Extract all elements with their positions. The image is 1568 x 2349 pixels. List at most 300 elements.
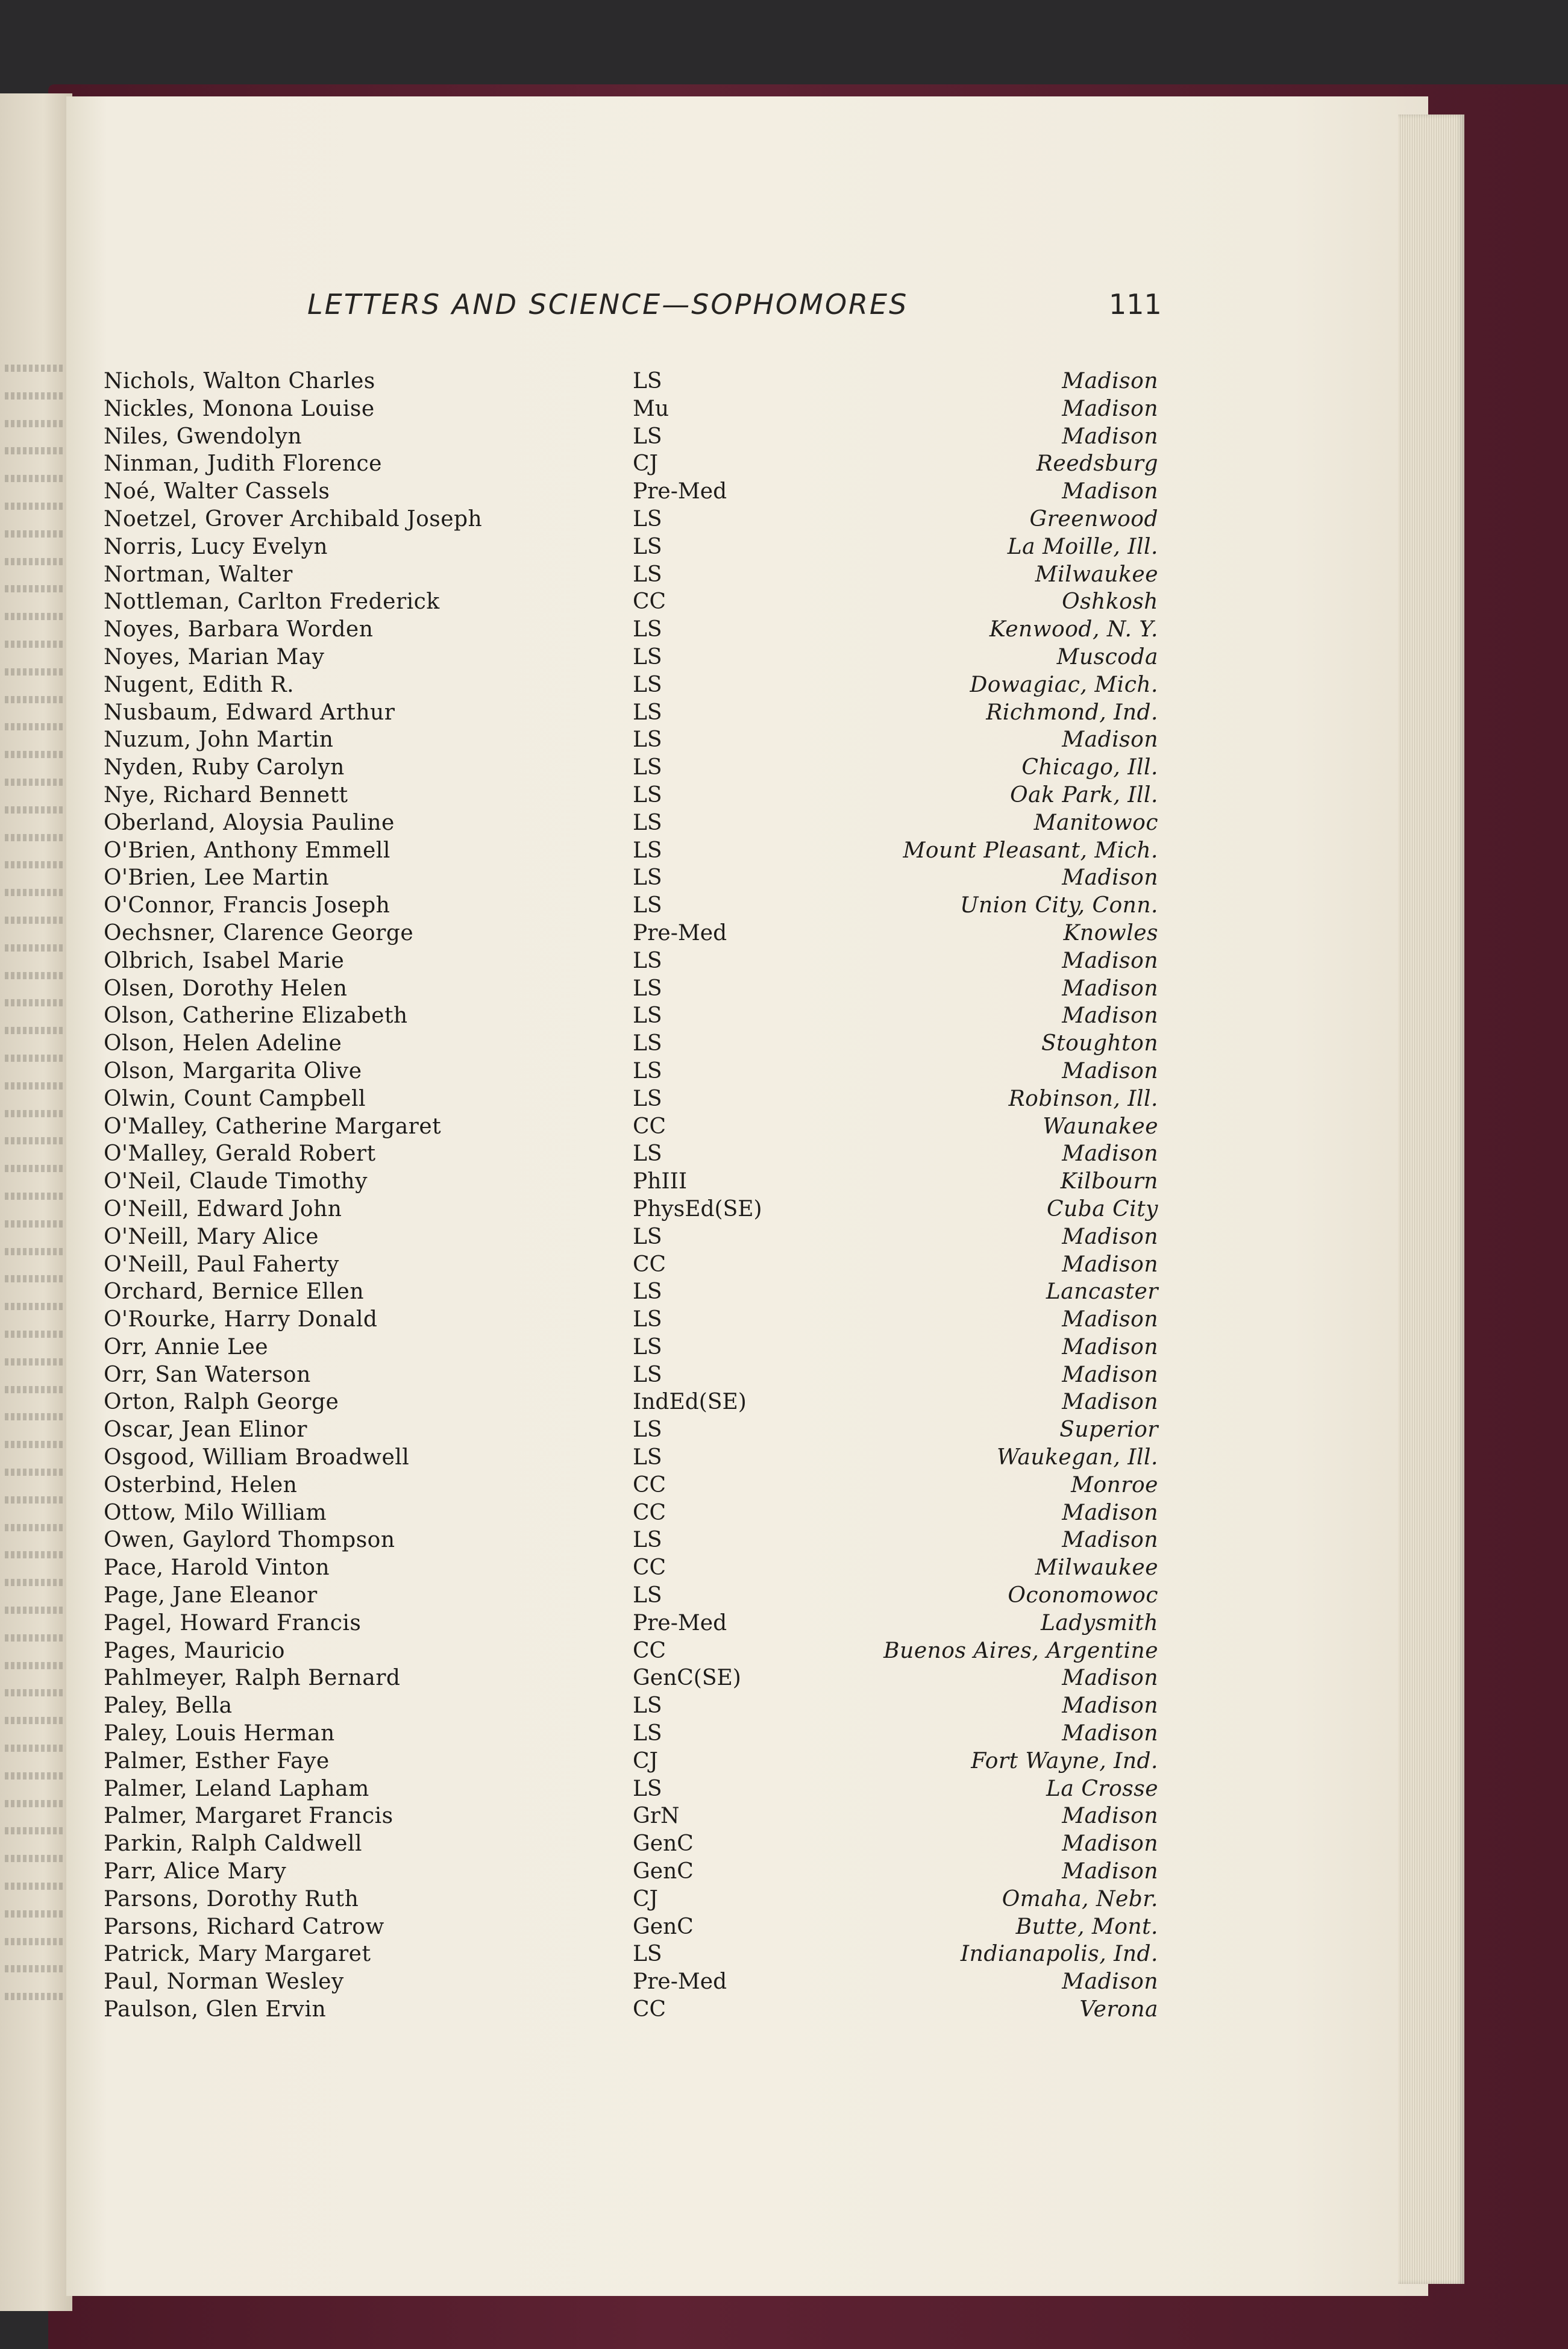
course-code: CC xyxy=(633,589,666,615)
bleed-through-mark xyxy=(5,1082,65,1090)
student-name: O'Neil, Claude Timothy xyxy=(104,1169,368,1194)
bleed-through-mark xyxy=(5,558,65,565)
bleed-through-mark xyxy=(5,861,65,868)
roster-row xyxy=(104,1692,1158,1720)
roster-row xyxy=(104,1030,1158,1058)
hometown: Superior xyxy=(1059,1417,1158,1443)
hometown: Madison xyxy=(1062,1141,1158,1167)
course-code: CC xyxy=(633,1472,666,1498)
roster-row xyxy=(104,1444,1158,1472)
roster-row xyxy=(104,395,1158,423)
course-code: LS xyxy=(633,865,662,891)
course-code: LS xyxy=(633,1528,662,1553)
roster-row xyxy=(104,726,1158,754)
student-name: O'Connor, Francis Joseph xyxy=(104,893,390,918)
roster-row xyxy=(104,1361,1158,1389)
course-code: LS xyxy=(633,644,662,670)
bleed-through-mark xyxy=(5,1772,65,1780)
hometown: Buenos Aires, Argentine xyxy=(883,1638,1158,1663)
course-code: LS xyxy=(633,1031,662,1056)
bleed-through-mark xyxy=(5,1579,65,1586)
bleed-through-mark xyxy=(5,1303,65,1310)
student-name: Noé, Walter Cassels xyxy=(104,479,330,504)
student-name: Paul, Norman Wesley xyxy=(104,1969,344,1995)
course-code: LS xyxy=(633,1058,662,1084)
bleed-through-mark xyxy=(5,1662,65,1669)
course-code: LS xyxy=(633,672,662,697)
bleed-through-mark xyxy=(5,530,65,538)
student-name: Olbrich, Isabel Marie xyxy=(104,948,345,973)
hometown: Madison xyxy=(1062,1500,1158,1525)
roster-row xyxy=(104,1940,1158,1968)
hometown: Cuba City xyxy=(1046,1196,1158,1222)
bleed-through-mark xyxy=(5,1055,65,1062)
student-name: Owen, Gaylord Thompson xyxy=(104,1528,395,1553)
bleed-through-mark xyxy=(5,1137,65,1144)
course-code: PhysEd(SE) xyxy=(633,1196,762,1222)
student-name: Olsen, Dorothy Helen xyxy=(104,976,348,1001)
hometown: Madison xyxy=(1062,727,1158,753)
hometown: Madison xyxy=(1062,948,1158,973)
course-code: LS xyxy=(633,424,662,449)
roster-row xyxy=(104,1610,1158,1637)
roster-row xyxy=(104,1637,1158,1665)
student-name: O'Brien, Anthony Emmell xyxy=(104,838,390,863)
student-name: Parsons, Richard Catrow xyxy=(104,1914,384,1939)
page-header xyxy=(0,288,1568,330)
previous-page-edge xyxy=(0,93,72,2311)
hometown: Madison xyxy=(1062,479,1158,504)
bleed-through-mark xyxy=(5,1965,65,1972)
hometown: Fort Wayne, Ind. xyxy=(971,1748,1158,1774)
bleed-through-mark xyxy=(5,1634,65,1642)
student-name: Noetzel, Grover Archibald Joseph xyxy=(104,506,483,532)
student-name: Pages, Mauricio xyxy=(104,1638,285,1663)
bleed-through-mark xyxy=(5,1275,65,1282)
hometown: Madison xyxy=(1062,1390,1158,1415)
course-code: LS xyxy=(633,976,662,1001)
bleed-through-mark xyxy=(5,1358,65,1366)
course-code: LS xyxy=(633,810,662,835)
student-name: Niles, Gwendolyn xyxy=(104,424,303,449)
bleed-through-mark xyxy=(5,1551,65,1558)
roster-row xyxy=(104,368,1158,395)
roster-row xyxy=(104,616,1158,644)
bleed-through-mark xyxy=(5,779,65,786)
bleed-through-mark xyxy=(5,1827,65,1834)
course-code: LS xyxy=(633,1417,662,1443)
student-name: Olson, Helen Adeline xyxy=(104,1031,342,1056)
course-code: LS xyxy=(633,782,662,808)
student-name: O'Neill, Paul Faherty xyxy=(104,1252,339,1277)
hometown: Muscoda xyxy=(1056,644,1158,670)
course-code: IndEd(SE) xyxy=(633,1390,747,1415)
roster-row xyxy=(104,1085,1158,1113)
bleed-through-mark xyxy=(5,723,65,730)
course-code: CJ xyxy=(633,1748,658,1774)
roster-row xyxy=(104,478,1158,506)
student-name: Nyden, Ruby Carolyn xyxy=(104,755,345,780)
roster-row xyxy=(104,809,1158,837)
roster-row xyxy=(104,1499,1158,1527)
student-roster xyxy=(104,368,1158,2024)
student-name: Nickles, Monona Louise xyxy=(104,396,375,421)
hometown: Madison xyxy=(1062,1969,1158,1995)
hometown: Ladysmith xyxy=(1040,1610,1158,1636)
bleed-through-mark xyxy=(5,1469,65,1476)
roster-row xyxy=(104,1140,1158,1168)
running-title: LETTERS AND SCIENCE—SOPHOMORES xyxy=(307,288,909,321)
student-name: Pahlmeyer, Ralph Bernard xyxy=(104,1666,401,1691)
student-name: Oberland, Aloysia Pauline xyxy=(104,810,395,835)
student-name: Nottleman, Carlton Frederick xyxy=(104,589,440,615)
hometown: Madison xyxy=(1062,424,1158,449)
bleed-through-mark xyxy=(5,392,65,400)
roster-row xyxy=(104,1306,1158,1334)
bleed-through-mark xyxy=(5,1745,65,1752)
roster-row xyxy=(104,1748,1158,1775)
course-code: LS xyxy=(633,1334,662,1360)
student-name: Oechsner, Clarence George xyxy=(104,920,414,946)
course-code: GenC xyxy=(633,1914,694,1939)
course-code: LS xyxy=(633,1445,662,1470)
bleed-through-mark xyxy=(5,1689,65,1696)
course-code: LS xyxy=(633,1693,662,1719)
hometown: Kilbourn xyxy=(1060,1169,1158,1194)
hometown: Oshkosh xyxy=(1062,589,1158,615)
course-code: CC xyxy=(633,1114,666,1139)
hometown: Madison xyxy=(1062,976,1158,1001)
student-name: Nye, Richard Bennett xyxy=(104,782,348,808)
hometown: Lancaster xyxy=(1046,1279,1158,1305)
course-code: CJ xyxy=(633,451,658,477)
hometown: Verona xyxy=(1079,1997,1158,2022)
course-code: LS xyxy=(633,838,662,863)
bleed-through-mark xyxy=(5,641,65,648)
roster-row xyxy=(104,1830,1158,1858)
student-name: O'Neill, Mary Alice xyxy=(104,1224,319,1249)
course-code: Pre-Med xyxy=(633,1610,727,1636)
bleed-through-mark xyxy=(5,1413,65,1420)
student-name: O'Neill, Edward John xyxy=(104,1196,342,1222)
bleed-through-mark xyxy=(5,751,65,758)
roster-row xyxy=(104,1802,1158,1830)
student-name: Palmer, Leland Lapham xyxy=(104,1776,369,1801)
hometown: Milwaukee xyxy=(1035,1555,1158,1581)
course-code: LS xyxy=(633,617,662,642)
hometown: Madison xyxy=(1062,369,1158,394)
page-number: 111 xyxy=(1109,288,1162,321)
student-name: Orchard, Bernice Ellen xyxy=(104,1279,365,1305)
course-code: LS xyxy=(633,727,662,753)
roster-row xyxy=(104,1858,1158,1886)
roster-row xyxy=(104,533,1158,561)
bleed-through-mark xyxy=(5,1027,65,1034)
student-name: Page, Jane Eleanor xyxy=(104,1583,318,1608)
course-code: LS xyxy=(633,893,662,918)
roster-row xyxy=(104,423,1158,451)
student-name: Nuzum, John Martin xyxy=(104,727,334,753)
hometown: Mount Pleasant, Mich. xyxy=(903,838,1158,863)
course-code: CC xyxy=(633,1500,666,1525)
roster-row xyxy=(104,1388,1158,1416)
course-code: CJ xyxy=(633,1886,658,1912)
hometown: Manitowoc xyxy=(1033,810,1158,835)
roster-row xyxy=(104,1251,1158,1279)
bleed-through-mark xyxy=(5,1800,65,1807)
roster-row xyxy=(104,1196,1158,1223)
course-code: CC xyxy=(633,1555,666,1581)
course-code: LS xyxy=(633,1307,662,1332)
bleed-through-mark xyxy=(5,613,65,620)
bleed-through-mark xyxy=(5,834,65,841)
student-name: O'Brien, Lee Martin xyxy=(104,865,330,891)
hometown: Stoughton xyxy=(1041,1031,1158,1056)
course-code: LS xyxy=(633,562,662,587)
hometown: Madison xyxy=(1062,1003,1158,1029)
roster-row xyxy=(104,1968,1158,1996)
hometown: Dowagiac, Mich. xyxy=(970,672,1158,697)
roster-row xyxy=(104,1526,1158,1554)
student-name: Parr, Alice Mary xyxy=(104,1859,287,1884)
bleed-through-mark xyxy=(5,1110,65,1117)
bleed-through-mark xyxy=(5,889,65,896)
student-name: Patrick, Mary Margaret xyxy=(104,1942,371,1967)
roster-row xyxy=(104,837,1158,865)
roster-row xyxy=(104,920,1158,947)
bleed-through-mark xyxy=(5,1993,65,2000)
roster-row xyxy=(104,892,1158,920)
course-code: LS xyxy=(633,1362,662,1387)
course-code: GrN xyxy=(633,1804,680,1829)
student-name: Nichols, Walton Charles xyxy=(104,369,375,394)
student-name: O'Rourke, Harry Donald xyxy=(104,1307,378,1332)
roster-row xyxy=(104,782,1158,809)
bleed-through-mark xyxy=(5,972,65,979)
hometown: Oconomowoc xyxy=(1008,1583,1158,1608)
student-name: Oscar, Jean Elinor xyxy=(104,1417,307,1443)
roster-row xyxy=(104,506,1158,533)
bleed-through-mark xyxy=(5,1496,65,1504)
bleed-through-mark xyxy=(5,585,65,592)
course-code: GenC xyxy=(633,1859,694,1884)
roster-row xyxy=(104,1416,1158,1444)
student-name: Ninman, Judith Florence xyxy=(104,451,382,477)
page-block-edges xyxy=(1398,114,1464,2284)
roster-row xyxy=(104,1913,1158,1941)
student-name: Noyes, Barbara Worden xyxy=(104,617,374,642)
hometown: Madison xyxy=(1062,1362,1158,1387)
student-name: Olwin, Count Campbell xyxy=(104,1086,366,1111)
course-code: LS xyxy=(633,1721,662,1746)
hometown: La Crosse xyxy=(1046,1776,1158,1801)
course-code: LS xyxy=(633,534,662,559)
hometown: Milwaukee xyxy=(1035,562,1158,587)
hometown: Greenwood xyxy=(1029,506,1158,532)
student-name: Noyes, Marian May xyxy=(104,644,325,670)
student-name: Norris, Lucy Evelyn xyxy=(104,534,328,559)
bleed-through-mark xyxy=(5,1717,65,1724)
course-code: LS xyxy=(633,1776,662,1801)
roster-row xyxy=(104,450,1158,478)
student-name: Palmer, Esther Faye xyxy=(104,1748,330,1774)
student-name: Orr, Annie Lee xyxy=(104,1334,269,1360)
course-code: LS xyxy=(633,369,662,394)
course-code: LS xyxy=(633,506,662,532)
student-name: Orr, San Waterson xyxy=(104,1362,311,1387)
course-code: Pre-Med xyxy=(633,479,727,504)
roster-row xyxy=(104,1886,1158,1913)
hometown: Monroe xyxy=(1071,1472,1158,1498)
student-name: Parsons, Dorothy Ruth xyxy=(104,1886,359,1912)
student-name: O'Malley, Gerald Robert xyxy=(104,1141,376,1167)
hometown: Madison xyxy=(1062,865,1158,891)
hometown: Robinson, Ill. xyxy=(1008,1086,1158,1111)
bleed-through-mark xyxy=(5,503,65,510)
roster-row xyxy=(104,864,1158,892)
hometown: Chicago, Ill. xyxy=(1021,755,1158,780)
student-name: Paulson, Glen Ervin xyxy=(104,1997,327,2022)
bleed-through-mark xyxy=(5,1524,65,1531)
roster-row xyxy=(104,1223,1158,1251)
roster-row xyxy=(104,561,1158,589)
roster-row xyxy=(104,1996,1158,2024)
roster-row xyxy=(104,1664,1158,1692)
course-code: GenC(SE) xyxy=(633,1666,741,1691)
bleed-through-mark xyxy=(5,1938,65,1945)
course-code: CC xyxy=(633,1252,666,1277)
roster-row xyxy=(104,1168,1158,1196)
student-name: Olson, Catherine Elizabeth xyxy=(104,1003,408,1029)
student-name: Paley, Louis Herman xyxy=(104,1721,335,1746)
course-code: Pre-Med xyxy=(633,1969,727,1995)
roster-row xyxy=(104,1554,1158,1582)
student-name: Pace, Harold Vinton xyxy=(104,1555,330,1581)
roster-row xyxy=(104,644,1158,671)
course-code: LS xyxy=(633,1086,662,1111)
course-code: LS xyxy=(633,1942,662,1967)
hometown: Kenwood, N. Y. xyxy=(989,617,1158,642)
course-code: LS xyxy=(633,1224,662,1249)
bleed-through-mark xyxy=(5,1607,65,1614)
hometown: Madison xyxy=(1062,1859,1158,1884)
roster-row xyxy=(104,699,1158,727)
hometown: Omaha, Nebr. xyxy=(1002,1886,1158,1912)
bleed-through-mark xyxy=(5,696,65,703)
course-code: Pre-Med xyxy=(633,920,727,946)
course-code: CC xyxy=(633,1638,666,1663)
roster-row xyxy=(104,1334,1158,1361)
course-code: Mu xyxy=(633,396,670,421)
bleed-through-mark xyxy=(5,1441,65,1448)
course-code: LS xyxy=(633,1141,662,1167)
bleed-through-mark xyxy=(5,1165,65,1172)
roster-row xyxy=(104,1582,1158,1610)
bleed-through-mark xyxy=(5,1910,65,1918)
bleed-through-mark xyxy=(5,447,65,454)
bleed-through-mark xyxy=(5,668,65,676)
hometown: Oak Park, Ill. xyxy=(1010,782,1158,808)
bleed-through-mark xyxy=(5,944,65,952)
roster-row xyxy=(104,1472,1158,1499)
bleed-through-mark xyxy=(5,1855,65,1862)
hometown: Madison xyxy=(1062,1224,1158,1249)
course-code: LS xyxy=(633,948,662,973)
bleed-through-mark xyxy=(5,1331,65,1338)
bleed-through-mark xyxy=(5,806,65,814)
roster-row xyxy=(104,975,1158,1003)
hometown: Madison xyxy=(1062,1831,1158,1857)
roster-row xyxy=(104,1775,1158,1803)
hometown: La Moille, Ill. xyxy=(1007,534,1158,559)
bleed-through-mark xyxy=(5,1220,65,1228)
hometown: Butte, Mont. xyxy=(1015,1914,1158,1939)
hometown: Madison xyxy=(1062,1528,1158,1553)
roster-row xyxy=(104,754,1158,782)
student-name: Osgood, William Broadwell xyxy=(104,1445,410,1470)
student-name: Nusbaum, Edward Arthur xyxy=(104,700,395,725)
hometown: Madison xyxy=(1062,1693,1158,1719)
student-name: Paley, Bella xyxy=(104,1693,233,1719)
course-code: GenC xyxy=(633,1831,694,1857)
hometown: Madison xyxy=(1062,1307,1158,1332)
bleed-through-mark xyxy=(5,1883,65,1890)
bleed-through-mark xyxy=(5,1193,65,1200)
roster-row xyxy=(104,1002,1158,1030)
hometown: Reedsburg xyxy=(1036,451,1158,477)
student-name: Osterbind, Helen xyxy=(104,1472,298,1498)
bleed-through-mark xyxy=(5,1248,65,1255)
bleed-through-mark xyxy=(5,420,65,427)
student-name: Palmer, Margaret Francis xyxy=(104,1804,394,1829)
hometown: Madison xyxy=(1062,1334,1158,1360)
hometown: Madison xyxy=(1062,1804,1158,1829)
hometown: Richmond, Ind. xyxy=(986,700,1158,725)
student-name: Parkin, Ralph Caldwell xyxy=(104,1831,362,1857)
student-name: Orton, Ralph George xyxy=(104,1390,339,1415)
hometown: Madison xyxy=(1062,1058,1158,1084)
hometown: Waukegan, Ill. xyxy=(997,1445,1158,1470)
bleed-through-mark xyxy=(5,917,65,924)
student-name: Nortman, Walter xyxy=(104,562,293,587)
hometown: Madison xyxy=(1062,1252,1158,1277)
bleed-through-mark xyxy=(5,1386,65,1393)
hometown: Union City, Conn. xyxy=(960,893,1158,918)
bleed-through-mark xyxy=(5,999,65,1006)
student-name: Ottow, Milo William xyxy=(104,1500,327,1525)
roster-row xyxy=(104,671,1158,699)
student-name: Pagel, Howard Francis xyxy=(104,1610,362,1636)
course-code: LS xyxy=(633,1279,662,1305)
hometown: Madison xyxy=(1062,1721,1158,1746)
course-code: PhIII xyxy=(633,1169,688,1194)
student-name: Olson, Margarita Olive xyxy=(104,1058,362,1084)
roster-row xyxy=(104,947,1158,975)
course-code: LS xyxy=(633,700,662,725)
roster-row xyxy=(104,1278,1158,1306)
hometown: Indianapolis, Ind. xyxy=(960,1942,1158,1967)
roster-row xyxy=(104,588,1158,616)
hometown: Waunakee xyxy=(1043,1114,1158,1139)
course-code: CC xyxy=(633,1997,666,2022)
bleed-through-mark xyxy=(5,475,65,482)
course-code: LS xyxy=(633,1003,662,1029)
student-name: O'Malley, Catherine Margaret xyxy=(104,1114,442,1139)
roster-row xyxy=(104,1058,1158,1085)
course-code: LS xyxy=(633,1583,662,1608)
hometown: Madison xyxy=(1062,396,1158,421)
student-name: Nugent, Edith R. xyxy=(104,672,295,697)
